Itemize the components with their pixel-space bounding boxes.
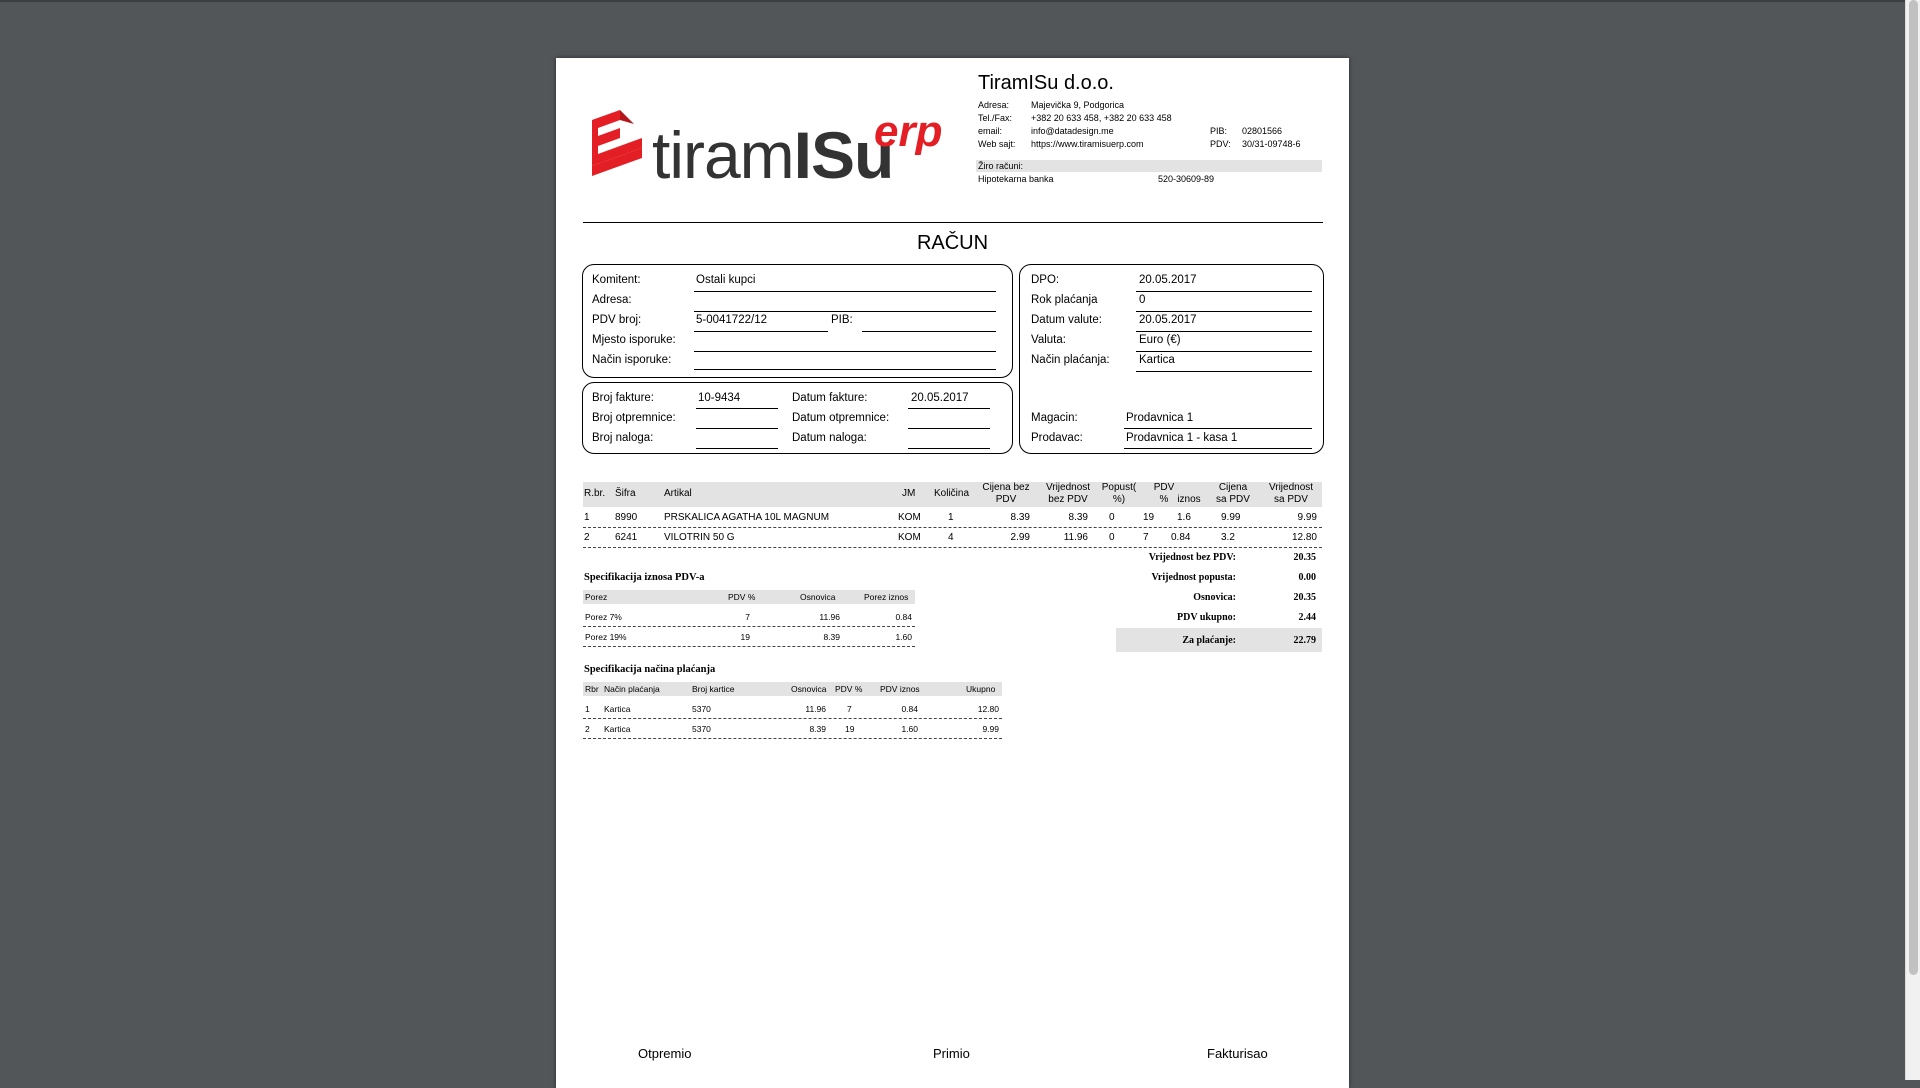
komitent-value: Ostali kupci	[696, 274, 756, 286]
pay-spec-title: Specifikacija načina plaćanja	[584, 664, 716, 675]
bank-name: Hipotekarna banka	[978, 174, 1054, 184]
table-cell: 19	[1143, 512, 1155, 523]
col-artikal: Artikal	[664, 488, 692, 499]
col-vrijednost-bez: Vrijednost bez PDV	[1045, 482, 1091, 505]
col-pdv-pct: PDV %	[1153, 482, 1175, 505]
ziro-bar	[976, 160, 1322, 172]
signature-fakturisao: Fakturisao	[1207, 1046, 1268, 1061]
pay-col-kartica: Broj kartice	[692, 684, 735, 694]
pdv-broj-label: PDV broj:	[592, 314, 642, 326]
table-cell: 5370	[692, 704, 711, 714]
divider	[583, 547, 1322, 548]
table-cell: 9.99	[1221, 512, 1241, 523]
web-value: https://www.tiramisuerp.com	[1031, 139, 1144, 149]
table-cell: 8990	[615, 512, 638, 523]
divider	[1136, 371, 1312, 372]
divider	[908, 428, 990, 429]
mjesto-label: Mjesto isporuke:	[592, 334, 676, 346]
table-cell: KOM	[898, 512, 921, 523]
col-popust: Popust( %)	[1101, 482, 1137, 505]
col-kolicina: Količina	[934, 488, 970, 499]
table-cell: 1.6	[1177, 512, 1191, 523]
pay-col-ukupno: Ukupno	[966, 684, 996, 694]
prodavac-value: Prodavnica 1 - kasa 1	[1126, 432, 1238, 444]
prodavac-label: Prodavac:	[1031, 432, 1083, 444]
phone-label: Tel./Fax:	[978, 113, 1013, 123]
divider	[583, 718, 1002, 719]
email-value: info@datadesign.me	[1031, 126, 1114, 136]
divider	[1136, 351, 1312, 352]
datum-valute-label: Datum valute:	[1031, 314, 1102, 326]
datum-otpremnice-label: Datum otpremnice:	[792, 412, 890, 424]
logo-wordmark: tiramISu	[652, 118, 894, 192]
vat-col-pdv: PDV %	[728, 592, 756, 602]
vat-col-osnovica: Osnovica	[800, 592, 836, 602]
divider	[694, 331, 828, 332]
table-cell: PRSKALICA AGATHA 10L MAGNUM	[664, 512, 830, 523]
nacin-placanja-value: Kartica	[1139, 354, 1175, 366]
table-cell: 9.99	[1297, 512, 1317, 523]
table-cell: Porez 7%	[585, 612, 622, 622]
magacin-label: Magacin:	[1031, 412, 1078, 424]
pay-col-nacin: Način plaćanja	[604, 684, 660, 694]
pib-label: PIB:	[1210, 126, 1228, 136]
client-pib-label: PIB:	[831, 314, 853, 326]
email-label: email:	[978, 126, 1003, 136]
table-cell: 7	[745, 612, 750, 622]
za-placanje-value: 22.79	[1293, 635, 1316, 646]
komitent-label: Komitent:	[592, 274, 641, 286]
table-cell: 7	[1143, 532, 1149, 543]
table-cell: 1.60	[901, 724, 918, 734]
divider	[1124, 428, 1312, 429]
table-cell: 2.99	[1010, 532, 1030, 543]
datum-fakture-value: 20.05.2017	[911, 392, 969, 404]
vat-spec-title: Specifikacija iznosa PDV-a	[584, 572, 705, 583]
table-cell: 19	[845, 724, 855, 734]
invoice-page	[556, 58, 1349, 1088]
table-cell: 1	[585, 704, 590, 714]
header-rule	[583, 222, 1323, 223]
divider	[1136, 331, 1312, 332]
pay-col-pdv: PDV %	[835, 684, 863, 694]
table-cell: 11.96	[819, 612, 840, 622]
table-cell: 4	[948, 532, 954, 543]
divider	[583, 646, 915, 647]
col-sifra: Šifra	[615, 488, 636, 499]
osnovica-label: Osnovica:	[1193, 592, 1236, 603]
magacin-value: Prodavnica 1	[1126, 412, 1194, 424]
vat-col-porez: Porez	[585, 592, 608, 602]
nacin-placanja-label: Način plaćanja:	[1031, 354, 1110, 366]
table-cell: 11.96	[1063, 532, 1088, 543]
table-cell: 1	[584, 512, 590, 523]
table-cell: 12.80	[977, 704, 999, 714]
table-cell: 7	[847, 704, 852, 714]
za-placanje-label: Za plaćanje:	[1182, 635, 1236, 646]
col-cijena-bez: Cijena bez PDV	[982, 482, 1030, 505]
col-rbr: R.br.	[584, 488, 606, 499]
table-cell: 5370	[692, 724, 711, 734]
table-cell: 8.39	[809, 724, 826, 734]
pay-col-osnovica: Osnovica	[791, 684, 827, 694]
address-label: Adresa:	[978, 100, 1010, 110]
broj-fakture-value: 10-9434	[698, 392, 741, 404]
divider	[583, 626, 915, 627]
signature-primio: Primio	[933, 1046, 970, 1061]
pdv-ukupno-label: PDV ukupno:	[1176, 612, 1236, 623]
table-cell: 1	[948, 512, 954, 523]
col-vrijednost-sa: Vrijednost sa PDV	[1268, 482, 1314, 505]
scrollbar-thumb[interactable]	[1909, 0, 1918, 975]
divider	[694, 311, 996, 312]
table-cell: 2	[585, 724, 590, 734]
table-cell: 8.39	[1010, 512, 1030, 523]
table-cell: 19	[740, 632, 750, 642]
table-cell: 2	[584, 532, 590, 543]
logo-mark-icon	[586, 106, 646, 184]
bank-account: 520-30609-89	[1158, 174, 1215, 184]
pib-value: 02801566	[1242, 126, 1283, 136]
pdv-ukupno-value: 2.44	[1298, 612, 1316, 623]
table-cell: 0	[1109, 532, 1115, 543]
table-cell: 8.39	[1068, 512, 1088, 523]
datum-valute-value: 20.05.2017	[1139, 314, 1197, 326]
divider	[908, 408, 990, 409]
osnovica-value: 20.35	[1293, 592, 1316, 603]
logo-erp: erp	[874, 107, 943, 156]
dpo-label: DPO:	[1031, 274, 1060, 286]
rok-placanja-label: Rok plaćanja	[1031, 294, 1098, 306]
bez-pdv-value: 20.35	[1293, 552, 1316, 563]
divider	[862, 331, 996, 332]
broj-naloga-label: Broj naloga:	[592, 432, 654, 444]
datum-fakture-label: Datum fakture:	[792, 392, 868, 404]
divider	[1136, 311, 1312, 312]
table-cell: Kartica	[604, 704, 631, 714]
table-cell: 9.99	[982, 724, 999, 734]
rok-placanja-value: 0	[1139, 294, 1146, 306]
divider	[908, 448, 990, 449]
divider	[694, 291, 996, 292]
adresa-label: Adresa:	[592, 294, 632, 306]
table-cell: 0.84	[901, 704, 918, 714]
pdv-broj-value: 5-0041722/12	[696, 314, 767, 326]
divider	[583, 738, 1002, 739]
table-cell: 12.80	[1291, 532, 1317, 543]
table-cell: 1.60	[895, 632, 912, 642]
bez-pdv-label: Vrijednost bez PDV:	[1148, 552, 1236, 563]
table-cell: 11.96	[805, 704, 826, 714]
divider	[696, 428, 778, 429]
divider	[583, 527, 1322, 528]
col-cijena-sa: Cijena sa PDV	[1216, 482, 1250, 505]
divider	[696, 448, 778, 449]
broj-otpremnice-label: Broj otpremnice:	[592, 412, 676, 424]
divider	[694, 351, 996, 352]
divider	[1124, 448, 1312, 449]
phone-value: +382 20 633 458, +382 20 633 458	[1031, 113, 1172, 123]
col-jm: JM	[902, 488, 916, 499]
signature-otpremio: Otpremio	[638, 1046, 692, 1061]
pdv-value: 30/31-09748-6	[1242, 139, 1301, 149]
table-cell: VILOTRIN 50 G	[664, 532, 735, 543]
table-cell: 0.84	[895, 612, 912, 622]
pay-col-rbr: Rbr	[585, 684, 599, 694]
vertical-scrollbar[interactable]	[1905, 0, 1920, 1080]
table-cell: 0	[1109, 512, 1115, 523]
viewer-top-edge	[0, 0, 1920, 2]
divider	[696, 408, 778, 409]
table-cell: 8.39	[823, 632, 840, 642]
company-logo	[586, 102, 956, 192]
vat-col-iznos: Porez iznos	[864, 592, 909, 602]
dpo-value: 20.05.2017	[1139, 274, 1197, 286]
pdv-label: PDV:	[1210, 139, 1231, 149]
divider	[694, 369, 996, 370]
table-cell: KOM	[898, 532, 921, 543]
popust-label: Vrijednost popusta:	[1151, 572, 1236, 583]
pay-col-pdv-iznos: PDV iznos	[880, 684, 920, 694]
company-name: TiramISu d.o.o.	[978, 72, 1114, 94]
col-pdv-iznos: iznos	[1177, 494, 1201, 505]
ziro-label: Žiro računi:	[978, 161, 1024, 171]
table-cell: 3.2	[1221, 532, 1235, 543]
address-value: Majevička 9, Podgorica	[1031, 100, 1125, 110]
valuta-label: Valuta:	[1031, 334, 1066, 346]
table-cell: 6241	[615, 532, 638, 543]
table-cell: Kartica	[604, 724, 631, 734]
table-cell: Porez 19%	[585, 632, 627, 642]
nacin-isporuke-label: Način isporuke:	[592, 354, 672, 366]
table-cell: 0.84	[1171, 532, 1191, 543]
web-label: Web sajt:	[978, 139, 1016, 149]
valuta-value: Euro (€)	[1139, 334, 1181, 346]
broj-fakture-label: Broj fakture:	[592, 392, 654, 404]
divider	[1136, 291, 1312, 292]
popust-value: 0.00	[1298, 572, 1316, 583]
document-title: RAČUN	[916, 232, 989, 254]
datum-naloga-label: Datum naloga:	[792, 432, 867, 444]
